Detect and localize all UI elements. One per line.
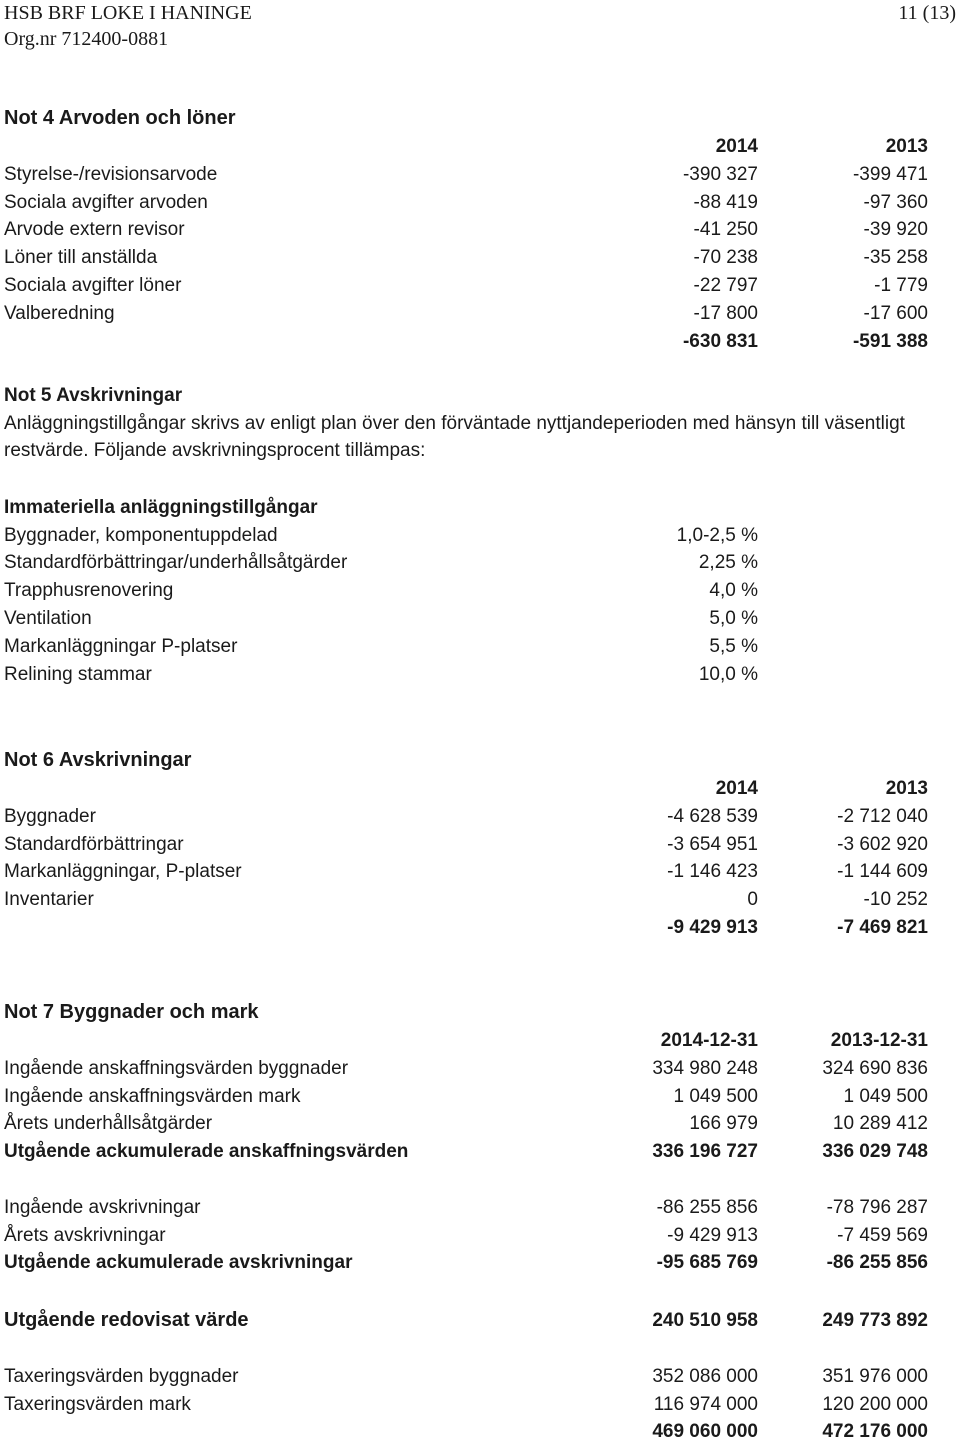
note-5-section bbox=[4, 382, 956, 688]
association-name: HSB BRF LOKE I HANINGE bbox=[4, 2, 252, 24]
value-2013: -39 920 bbox=[863, 219, 928, 241]
value-2014: -390 327 bbox=[682, 163, 758, 185]
page-header bbox=[4, 0, 956, 52]
row-label: Inventarier bbox=[4, 889, 94, 911]
total-2013: -591 388 bbox=[852, 330, 928, 352]
table-row bbox=[4, 1110, 956, 1138]
column-2014: 2014 bbox=[715, 778, 758, 799]
row-label: Byggnader bbox=[4, 805, 96, 827]
row-label: Byggnader, komponentuppdelad bbox=[4, 524, 278, 546]
table-row bbox=[4, 1391, 956, 1419]
depreciation-rate: 5,0 % bbox=[709, 607, 758, 629]
row-label: Sociala avgifter löner bbox=[4, 274, 182, 296]
value-2014: 166 979 bbox=[689, 1113, 758, 1135]
column-2013-12-31: 2013-12-31 bbox=[830, 1030, 928, 1051]
value-2013: 324 690 836 bbox=[822, 1057, 928, 1079]
row-label: Markanläggningar, P-platser bbox=[4, 861, 242, 883]
table-row bbox=[4, 300, 956, 328]
value-2014: -88 419 bbox=[693, 191, 758, 213]
table-row bbox=[4, 272, 956, 300]
row-label: Arvode extern revisor bbox=[4, 219, 185, 241]
table-row bbox=[4, 216, 956, 244]
note-5-description: Anläggningstillgångar skrivs av enligt plan över den förväntade nyttjandeperioden med hänsyn till väsentligt restvärde. Följande avskrivningsprocent tillämpas: bbox=[4, 412, 905, 462]
sum-acquisition-row: Utgående ackumulerade anskaffningsvärden 336 196 727 336 029 748 bbox=[4, 1141, 928, 1163]
row-label: Ingående anskaffningsvärden byggnader bbox=[4, 1057, 349, 1079]
row-label: Standardförbättringar/underhållsåtgärder bbox=[4, 552, 348, 574]
row-label: Relining stammar bbox=[4, 663, 152, 685]
value-2014: -70 238 bbox=[693, 247, 758, 269]
value-2014: 1 049 500 bbox=[673, 1085, 758, 1107]
note-4-header-row bbox=[4, 133, 956, 161]
note-4-total-row bbox=[4, 328, 956, 356]
table-row bbox=[4, 858, 956, 886]
note-7-section bbox=[4, 997, 956, 1446]
note-6-header-row bbox=[4, 775, 956, 803]
note-5-subtitle: Immateriella anläggningstillgångar bbox=[4, 496, 318, 518]
value-2013: -3 602 920 bbox=[837, 833, 928, 855]
row-label: Ingående anskaffningsvärden mark bbox=[4, 1085, 301, 1107]
depreciation-rate: 2,25 % bbox=[698, 552, 758, 574]
table-row bbox=[4, 189, 956, 217]
row-label: Taxeringsvärden mark bbox=[4, 1393, 191, 1415]
table-row bbox=[4, 522, 956, 550]
row-label: Valberedning bbox=[4, 302, 115, 324]
page-number: 11 (13) bbox=[898, 2, 956, 24]
row-label: Trapphusrenovering bbox=[4, 580, 174, 602]
note-5-title: Not 5 Avskrivningar bbox=[4, 385, 183, 406]
table-row bbox=[4, 1083, 956, 1111]
row-label: Standardförbättringar bbox=[4, 833, 184, 855]
depreciation-rate: 1,0-2,5 % bbox=[676, 524, 758, 546]
total-2014: -630 831 bbox=[682, 330, 758, 352]
value-2014: -17 800 bbox=[693, 302, 758, 324]
depreciation-rate: 4,0 % bbox=[709, 580, 758, 602]
value-2013: 10 289 412 bbox=[832, 1113, 928, 1135]
table-row bbox=[4, 577, 956, 605]
sum-depreciation-row: Utgående ackumulerade avskrivningar -95 685 769 -86 255 856 bbox=[4, 1252, 928, 1274]
table-row bbox=[4, 886, 956, 914]
row-label: Ventilation bbox=[4, 607, 92, 629]
book-value-row: Utgående redovisat värde 240 510 958 249 773 892 bbox=[4, 1309, 928, 1332]
value-2013: -10 252 bbox=[863, 889, 928, 911]
table-row bbox=[4, 161, 956, 189]
note-7-title: Not 7 Byggnader och mark bbox=[4, 1001, 259, 1023]
value-2014: -9 429 913 bbox=[667, 1224, 758, 1246]
row-label: Taxeringsvärden byggnader bbox=[4, 1365, 239, 1387]
row-label: Löner till anställda bbox=[4, 247, 158, 269]
note-4-section bbox=[4, 103, 956, 355]
value-2014: -41 250 bbox=[693, 219, 758, 241]
row-label: Markanläggningar P-platser bbox=[4, 635, 238, 657]
table-row bbox=[4, 605, 956, 633]
column-2014: 2014 bbox=[715, 136, 758, 157]
table-row bbox=[4, 661, 956, 689]
value-2013: -2 712 040 bbox=[837, 805, 928, 827]
note-4-title: Not 4 Arvoden och löner bbox=[4, 107, 236, 129]
value-2013: -1 779 bbox=[874, 274, 928, 296]
value-2014: -1 146 423 bbox=[667, 861, 758, 883]
table-row bbox=[4, 549, 956, 577]
depreciation-rate: 10,0 % bbox=[698, 663, 758, 685]
row-label: Årets underhållsåtgärder bbox=[4, 1113, 213, 1135]
column-2013: 2013 bbox=[885, 136, 928, 157]
note-6-total-row bbox=[4, 914, 956, 942]
value-2013: 351 976 000 bbox=[822, 1365, 928, 1387]
value-2014: -22 797 bbox=[693, 274, 758, 296]
note-7-header-row bbox=[4, 1027, 956, 1055]
table-row bbox=[4, 1222, 956, 1250]
value-2013: -1 144 609 bbox=[837, 861, 928, 883]
row-label: Ingående avskrivningar bbox=[4, 1196, 201, 1218]
value-2013: 1 049 500 bbox=[843, 1085, 928, 1107]
tax-value-total-row: 469 060 000 472 176 000 bbox=[652, 1421, 928, 1443]
table-row bbox=[4, 831, 956, 859]
table-row bbox=[4, 633, 956, 661]
table-row bbox=[4, 1194, 956, 1222]
value-2013: -78 796 287 bbox=[826, 1196, 928, 1218]
total-2014: -9 429 913 bbox=[667, 916, 758, 938]
table-row bbox=[4, 1055, 956, 1083]
value-2014: 116 974 000 bbox=[653, 1393, 758, 1415]
note-6-title: Not 6 Avskrivningar bbox=[4, 749, 192, 771]
table-row bbox=[4, 244, 956, 272]
value-2013: -35 258 bbox=[863, 247, 928, 269]
value-2013: -97 360 bbox=[863, 191, 928, 213]
value-2014: -4 628 539 bbox=[667, 805, 758, 827]
value-2013: -399 471 bbox=[852, 163, 928, 185]
row-label: Styrelse-/revisionsarvode bbox=[4, 163, 218, 185]
value-2014: -3 654 951 bbox=[667, 833, 758, 855]
table-row bbox=[4, 1363, 956, 1391]
value-2014: 0 bbox=[747, 889, 758, 911]
table-row bbox=[4, 803, 956, 831]
value-2014: 352 086 000 bbox=[652, 1365, 758, 1387]
row-label: Sociala avgifter arvoden bbox=[4, 191, 208, 213]
note-6-section bbox=[4, 745, 956, 942]
row-label: Årets avskrivningar bbox=[4, 1224, 166, 1246]
value-2014: -86 255 856 bbox=[656, 1196, 758, 1218]
value-2013: 120 200 000 bbox=[822, 1393, 928, 1415]
value-2013: -7 459 569 bbox=[837, 1224, 928, 1246]
column-2013: 2013 bbox=[885, 778, 928, 799]
value-2014: 334 980 248 bbox=[652, 1057, 758, 1079]
depreciation-rate: 5,5 % bbox=[709, 635, 758, 657]
org-number: Org.nr 712400-0881 bbox=[4, 28, 169, 50]
column-2014-12-31: 2014-12-31 bbox=[660, 1030, 758, 1051]
value-2013: -17 600 bbox=[863, 302, 928, 324]
total-2013: -7 469 821 bbox=[837, 916, 928, 938]
